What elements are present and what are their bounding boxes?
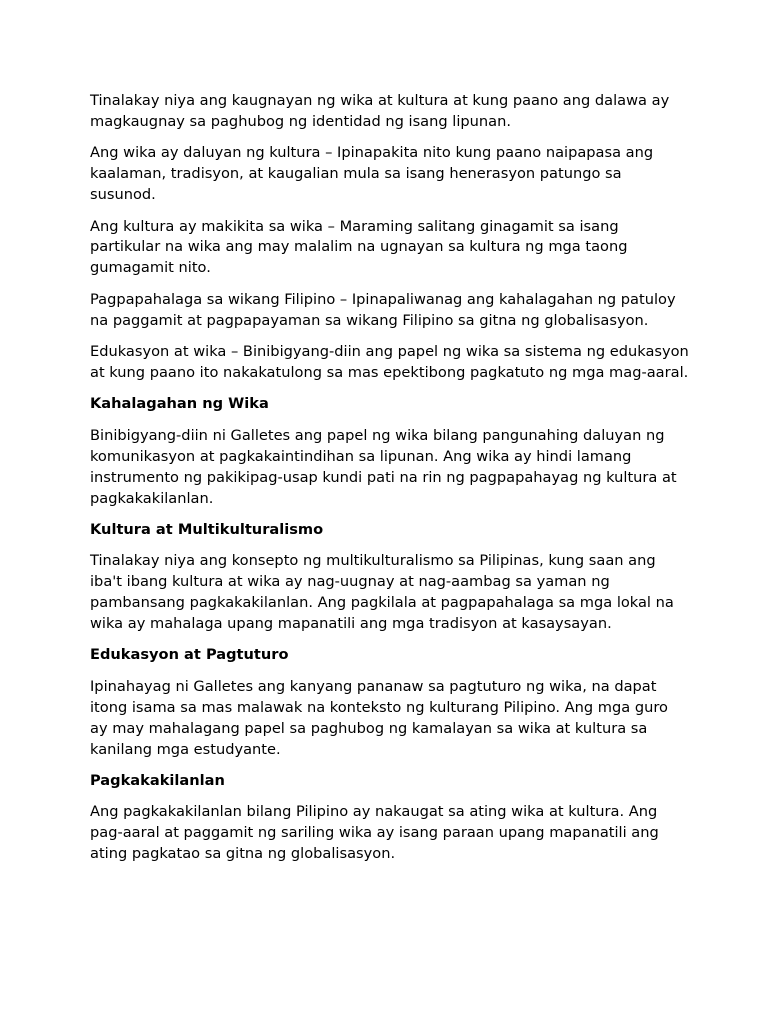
document-body [90,91,690,876]
paragraph: Ang pagkakakilanlan bilang Pilipino ay nakaugat sa ating wika at kultura. Ang pag-aaral at paggamit ng sariling wika ay isang paraan upang mapanatili ang ating pagkatao sa gitna ng globalisasyon. [90,803,659,863]
paragraph: Ang wika ay daluyan ng kultura – Ipinapakita nito kung paano naipapasa ang kaalaman, tradisyon, at kaugalian mula sa isang henerasyon patungo sa susunod. [90,144,654,204]
paragraph: Ipinahayag ni Galletes ang kanyang pananaw sa pagtuturo ng wika, na dapat itong isama sa mas malawak na konteksto ng kulturang Pilipino. Ang mga guro ay may mahalagang papel sa paghubog ng kamalayan sa wika at kultura sa kanilang mga estudyante. [90,677,668,758]
paragraph: Tinalakay niya ang kaugnayan ng wika at kultura at kung paano ang dalawa ay magkaugnay sa paghubog ng identidad ng isang lipunan. [90,92,670,130]
section-heading: Kahalagahan ng Wika [90,395,269,413]
paragraph: Binibigyang-diin ni Galletes ang papel ng wika bilang pangunahing daluyan ng komunikasyon at pagkakaintindihan sa lipunan. Ang wika ay hindi lamang instrumento ng pakikipag-usap kundi pati na rin ng pagpapahayag ng kultura at pagkakakilanlan. [90,426,677,507]
paragraph: Edukasyon at wika – Binibigyang-diin ang papel ng wika sa sistema ng edukasyon at kung paano ito nakakatulong sa mas epektibong pagkatuto ng mga mag-aaral. [90,343,689,381]
paragraph: Ang kultura ay makikita sa wika – Maraming salitang ginagamit sa isang partikular na wika ang may malalim na ugnayan sa kultura ng mga taong gumagamit nito. [90,217,628,277]
section-heading: Kultura at Multikulturalismo [90,520,324,538]
section-heading: Pagkakakilanlan [90,771,225,789]
paragraph: Tinalakay niya ang konsepto ng multikulturalismo sa Pilipinas, kung saan ang iba't ibang kultura at wika ay nag-uugnay at nag-aambag sa yaman ng pambansang pagkakakilanlan. Ang pagkilala at pagpapahalaga sa mga lokal na wika ay mahalaga upang mapanatili ang mga tradisyon at kasaysayan. [90,552,674,633]
section-heading: Edukasyon at Pagtuturo [90,646,289,664]
paragraph: Pagpapahalaga sa wikang Filipino – Ipinapaliwanag ang kahalagahan ng patuloy na paggamit at pagpapayaman sa wikang Filipino sa gitna ng globalisasyon. [90,290,676,329]
